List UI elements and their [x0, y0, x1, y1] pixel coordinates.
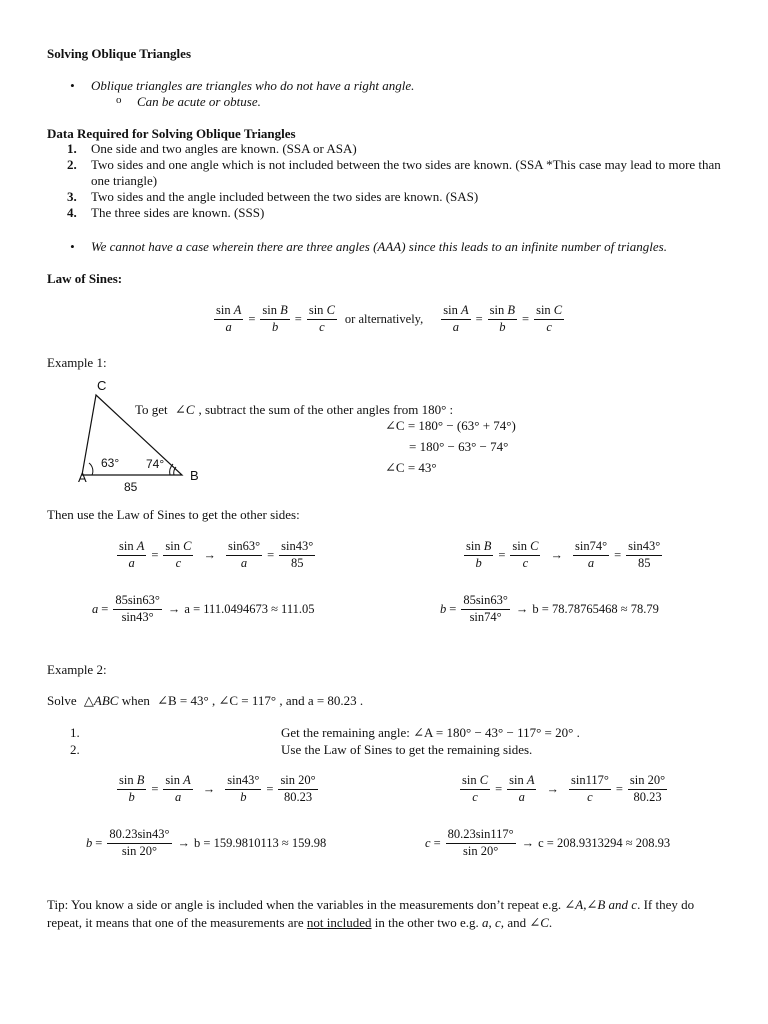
- angle-b-value: 74°: [146, 457, 165, 471]
- data-required-list: [47, 141, 727, 221]
- angle-a-arc: [89, 463, 93, 475]
- ex1-right-result: b = 78.78765468 ≈ 78.79: [532, 601, 659, 616]
- ex1-right-solution: b = $\frac{85\sin 63^\circ}{\sin 74^\circ}$ → b = 78.78765468 ≈ 78.79: [440, 593, 659, 624]
- example1-step3: ∠C = 43°: [385, 460, 437, 475]
- data-required-heading: Data Required for Solving Oblique Triangles: [47, 126, 296, 141]
- ex2-step1: Get the remaining angle: ∠A = 180° − 43° − 117° = 20° .: [281, 725, 580, 740]
- law-of-sines-formula: $\frac{\text{sin A}}{a}$ = $\frac{\text{sin B}}{b}$ = $\frac{\text{sin C}}{c}$ or alternatively, $\frac{\text{sin A}}{a}$ = $\frac{\text{sin B}}{b}$ = $\frac{\text{sin C}}{c}$: [216, 303, 563, 334]
- ex2-step1-number: 1.: [70, 725, 80, 740]
- list-item: 2. Two sides and one angle which is not included between the two sides are known. (SSA *This case may lead to more than one triangle): [67, 157, 721, 188]
- list-item: 1. One side and two angles are known. (SSA or ASA): [67, 141, 357, 156]
- ex2-right-ratio: $\frac{\text{sin C}}{c}$ = $\frac{\text{sin A}}{a}$ → $\frac{\sin 117^\circ}{c}$ = $\frac{\sin 20^\circ}{80.23}$: [462, 773, 666, 804]
- ex2-left-result: b = 159.9810113 ≈ 159.98: [194, 835, 327, 850]
- example2-label: Example 2:: [47, 662, 107, 677]
- ex1-left-result: a = 111.0494673 ≈ 111.05: [184, 601, 315, 616]
- page-title: Solving Oblique Triangles: [47, 46, 192, 61]
- ex2-step2-number: 2.: [70, 742, 80, 757]
- aaa-note: • We cannot have a case wherein there are three angles (AAA) since this leads to an infinite number of triangles.: [91, 239, 667, 255]
- example1-step2: = 180° − 63° − 74°: [409, 439, 509, 454]
- ex1-left-ratio: $\frac{\text{sin A}}{a}$ = $\frac{\text{sin C}}{c}$ → $\frac{\sin 63^\circ}{a}$ = $\frac{\sin 43^\circ}{85}$: [119, 539, 314, 570]
- list-item: 3. Two sides and the angle included between the two sides are known. (SAS): [67, 189, 479, 204]
- vertex-a-label: A: [78, 470, 87, 485]
- intro-bullet: • Oblique triangles are triangles who do not have a right angle.: [91, 78, 414, 94]
- sub-bullet-marker: o: [116, 94, 122, 106]
- tip-paragraph: Tip: You know a side or angle is included when the variables in the measurements don’t repeat e.g. ∠A,∠B and c. If they do repeat, it means that one of the measurements are not included in the other two e.g. a, c, and ∠C.: [47, 897, 695, 930]
- intro-sub-bullet: Can be acute or obtuse.: [137, 94, 261, 109]
- alt-text: or alternatively,: [344, 311, 424, 326]
- vertex-b-label: B: [190, 468, 199, 483]
- triangle-diagram: [70, 375, 210, 495]
- example1-intro: To get ∠C , subtract the sum of the other angles from 180° :: [135, 402, 454, 417]
- example2-given: Solve △ABC when ∠B = 43° , ∠C = 117° , and a = 80.23 .: [47, 693, 364, 708]
- side-c-value: 85: [124, 480, 138, 494]
- angle-a-value: 63°: [101, 456, 120, 470]
- ex2-right-result: c = 208.9313294 ≈ 208.93: [538, 835, 671, 850]
- ex1-right-ratio: $\frac{\text{sin B}}{b}$ = $\frac{\text{sin C}}{c}$ → $\frac{\sin 74^\circ}{a}$ = $\frac{\sin 43^\circ}{85}$: [466, 539, 661, 570]
- example1-step1: ∠C = 180° − (63° + 74°): [385, 418, 516, 433]
- ex2-step2: Use the Law of Sines to get the remaining sides.: [281, 742, 533, 757]
- vertex-c-label: C: [97, 378, 107, 393]
- ex2-left-solution: b = $\frac{80.23\sin 43^\circ}{\sin 20^\circ}$ → b = 159.9810113 ≈ 159.98: [86, 827, 327, 858]
- ex2-right-solution: c = $\frac{80.23\sin 117^\circ}{\sin 20^\circ}$ → c = 208.9313294 ≈ 208.93: [425, 827, 671, 858]
- list-item: 4. The three sides are known. (SSS): [67, 205, 265, 220]
- example1-label: Example 1:: [47, 355, 107, 370]
- law-of-sines-heading: Law of Sines:: [47, 271, 123, 286]
- ex1-left-solution: a = $\frac{85\sin 63^\circ}{\sin 43^\circ}$ → a = 111.0494673 ≈ 111.05: [92, 593, 315, 624]
- ex2-left-ratio: $\frac{\text{sin B}}{b}$ = $\frac{\text{sin A}}{a}$ → $\frac{\sin 43^\circ}{b}$ = $\frac{\sin 20^\circ}{80.23}$: [119, 773, 316, 804]
- not-included-underlined: not included: [306, 915, 372, 930]
- then-text: Then use the Law of Sines to get the other sides:: [47, 507, 300, 522]
